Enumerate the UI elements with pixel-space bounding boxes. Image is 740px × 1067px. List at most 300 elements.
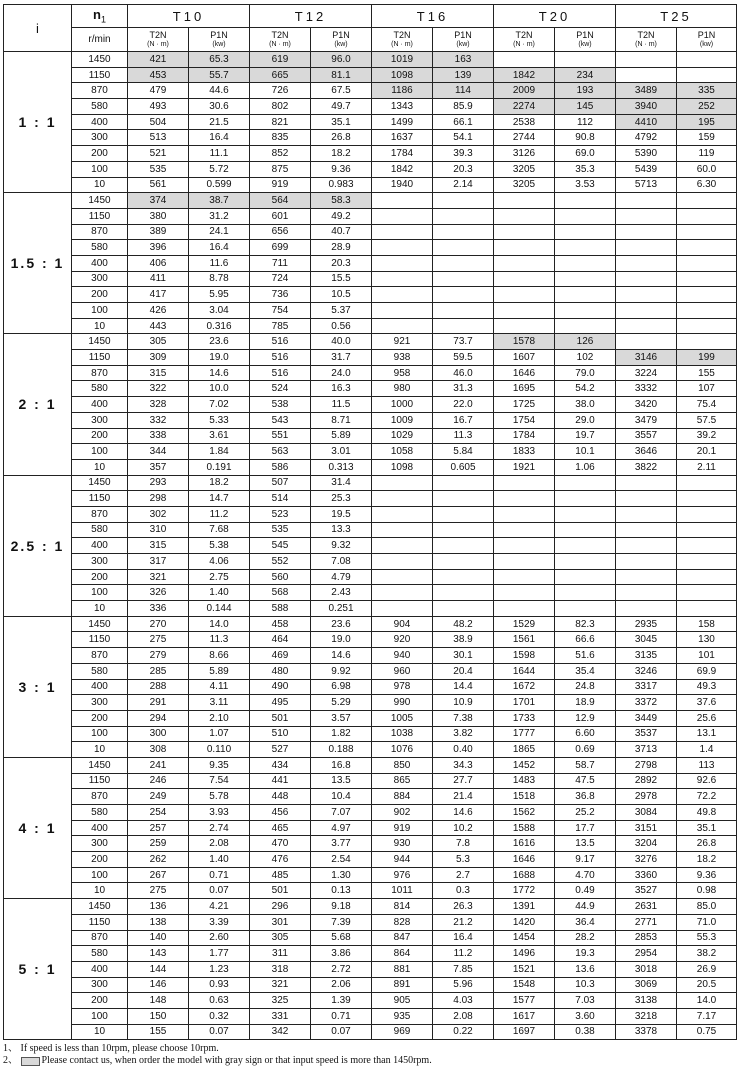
torque-cell: 1733 xyxy=(494,710,555,726)
power-cell: 10.0 xyxy=(189,381,250,397)
power-unit: (kw) xyxy=(456,40,470,48)
torque-cell xyxy=(616,538,677,554)
power-cell: 55.7 xyxy=(189,67,250,83)
power-cell: 82.3 xyxy=(555,616,616,632)
speed-cell: 870 xyxy=(72,83,128,99)
torque-cell: 501 xyxy=(250,883,311,899)
power-cell: 22.0 xyxy=(433,397,494,413)
table-row xyxy=(4,444,737,460)
speed-cell: 1150 xyxy=(72,208,128,224)
power-cell: 0.188 xyxy=(311,742,372,758)
torque-cell: 527 xyxy=(250,742,311,758)
torque-cell: 724 xyxy=(250,271,311,287)
power-cell: 96.0 xyxy=(311,52,372,68)
torque-header-t12 xyxy=(250,28,311,52)
torque-cell: 588 xyxy=(250,601,311,617)
power-cell: 67.5 xyxy=(311,83,372,99)
power-cell xyxy=(555,491,616,507)
power-cell xyxy=(677,601,737,617)
torque-cell: 155 xyxy=(128,1024,189,1040)
input-speed-header: $n_1$ xyxy=(72,5,128,28)
speed-cell: 870 xyxy=(72,365,128,381)
torque-cell: 1499 xyxy=(372,114,433,130)
power-unit: (kw) xyxy=(578,40,592,48)
power-cell: 7.02 xyxy=(189,397,250,413)
torque-cell: 938 xyxy=(372,350,433,366)
torque-cell xyxy=(372,522,433,538)
power-cell xyxy=(677,585,737,601)
table-row xyxy=(4,506,737,522)
power-cell: 19.5 xyxy=(311,506,372,522)
power-cell xyxy=(555,240,616,256)
torque-cell: 1000 xyxy=(372,397,433,413)
table-row xyxy=(4,428,737,444)
power-cell: 8.66 xyxy=(189,648,250,664)
speed-cell: 1150 xyxy=(72,350,128,366)
gray-swatch-icon xyxy=(21,1057,40,1066)
power-cell: 0.75 xyxy=(677,1024,737,1040)
power-cell: 30.1 xyxy=(433,648,494,664)
torque-unit: (N · m) xyxy=(391,40,413,48)
torque-cell: 318 xyxy=(250,961,311,977)
ratio-label: 4 : 1 xyxy=(4,757,72,898)
table-row xyxy=(4,1024,737,1040)
model-header-t20: T20 xyxy=(494,5,616,28)
power-cell: 29.0 xyxy=(555,412,616,428)
power-cell: 25.3 xyxy=(311,491,372,507)
torque-cell xyxy=(372,240,433,256)
power-cell: 0.316 xyxy=(189,318,250,334)
torque-cell xyxy=(616,240,677,256)
torque-cell: 2978 xyxy=(616,789,677,805)
torque-cell xyxy=(372,318,433,334)
power-cell: 0.71 xyxy=(311,1008,372,1024)
torque-cell xyxy=(494,569,555,585)
torque-cell: 1784 xyxy=(372,146,433,162)
power-cell: 20.5 xyxy=(677,977,737,993)
table-row xyxy=(4,632,737,648)
torque-cell: 665 xyxy=(250,67,311,83)
torque-label: T2N xyxy=(149,29,167,40)
table-row xyxy=(4,240,737,256)
torque-cell xyxy=(616,491,677,507)
power-label: P1N xyxy=(576,29,594,40)
torque-cell: 1688 xyxy=(494,867,555,883)
torque-label: T2N xyxy=(393,29,411,40)
table-row xyxy=(4,679,737,695)
power-cell xyxy=(677,193,737,209)
power-cell: 18.2 xyxy=(189,475,250,491)
power-cell: 20.1 xyxy=(677,444,737,460)
torque-cell: 864 xyxy=(372,946,433,962)
torque-cell xyxy=(616,569,677,585)
speed-cell: 300 xyxy=(72,130,128,146)
power-cell xyxy=(555,255,616,271)
torque-cell: 1011 xyxy=(372,883,433,899)
torque-cell: 476 xyxy=(250,852,311,868)
speed-cell: 200 xyxy=(72,287,128,303)
power-label: P1N xyxy=(454,29,472,40)
ratio-column-header: i xyxy=(4,5,72,52)
power-cell: 7.07 xyxy=(311,805,372,821)
table-row xyxy=(4,208,737,224)
torque-cell: 288 xyxy=(128,679,189,695)
power-cell xyxy=(433,554,494,570)
power-cell: 126 xyxy=(555,334,616,350)
torque-cell: 2771 xyxy=(616,914,677,930)
table-row xyxy=(4,726,737,742)
speed-cell: 1150 xyxy=(72,491,128,507)
torque-cell xyxy=(616,585,677,601)
torque-cell: 828 xyxy=(372,914,433,930)
torque-cell: 976 xyxy=(372,867,433,883)
table-row xyxy=(4,554,737,570)
power-cell: 1.77 xyxy=(189,946,250,962)
torque-cell: 1617 xyxy=(494,1008,555,1024)
power-cell xyxy=(433,193,494,209)
power-cell: 16.4 xyxy=(189,130,250,146)
power-cell: 58.3 xyxy=(311,193,372,209)
torque-cell: 434 xyxy=(250,757,311,773)
power-cell: 13.3 xyxy=(311,522,372,538)
power-cell xyxy=(677,208,737,224)
table-row xyxy=(4,287,737,303)
speed-cell: 10 xyxy=(72,742,128,758)
power-cell: 112 xyxy=(555,114,616,130)
power-cell: 5.78 xyxy=(189,789,250,805)
power-cell: 4.70 xyxy=(555,867,616,883)
power-cell: 44.6 xyxy=(189,83,250,99)
power-cell: 4.79 xyxy=(311,569,372,585)
torque-cell: 1483 xyxy=(494,773,555,789)
power-cell xyxy=(677,522,737,538)
torque-cell xyxy=(494,224,555,240)
power-cell: 0.32 xyxy=(189,1008,250,1024)
torque-cell xyxy=(372,255,433,271)
torque-cell: 5713 xyxy=(616,177,677,193)
footnote-2-number: 2、 xyxy=(3,1055,21,1067)
torque-cell xyxy=(616,318,677,334)
power-cell: 40.7 xyxy=(311,224,372,240)
power-cell: 25.6 xyxy=(677,710,737,726)
torque-cell: 1038 xyxy=(372,726,433,742)
power-cell: 0.49 xyxy=(555,883,616,899)
power-cell: 0.71 xyxy=(189,867,250,883)
torque-cell: 847 xyxy=(372,930,433,946)
power-cell: 19.7 xyxy=(555,428,616,444)
power-cell: 4.97 xyxy=(311,820,372,836)
torque-cell xyxy=(494,554,555,570)
power-cell: 9.17 xyxy=(555,852,616,868)
power-cell: 114 xyxy=(433,83,494,99)
footnote-1: 1、 If speed is less than 10rpm, please choose 10rpm. xyxy=(3,1043,219,1055)
torque-cell: 138 xyxy=(128,914,189,930)
speed-cell: 1450 xyxy=(72,334,128,350)
power-cell: 1.40 xyxy=(189,585,250,601)
power-cell: 36.4 xyxy=(555,914,616,930)
torque-cell: 1452 xyxy=(494,757,555,773)
table-row xyxy=(4,961,737,977)
torque-cell: 1725 xyxy=(494,397,555,413)
torque-cell: 298 xyxy=(128,491,189,507)
torque-cell: 1697 xyxy=(494,1024,555,1040)
power-cell xyxy=(555,538,616,554)
power-cell: 252 xyxy=(677,99,737,115)
torque-cell: 3218 xyxy=(616,1008,677,1024)
torque-cell: 3420 xyxy=(616,397,677,413)
torque-cell: 338 xyxy=(128,428,189,444)
torque-cell: 254 xyxy=(128,805,189,821)
table-row xyxy=(4,789,737,805)
torque-cell: 4792 xyxy=(616,130,677,146)
torque-cell: 920 xyxy=(372,632,433,648)
power-cell: 6.98 xyxy=(311,679,372,695)
table-row xyxy=(4,977,737,993)
power-cell xyxy=(677,271,737,287)
power-cell: 0.98 xyxy=(677,883,737,899)
torque-cell: 935 xyxy=(372,1008,433,1024)
power-cell: 0.605 xyxy=(433,459,494,475)
torque-cell: 296 xyxy=(250,899,311,915)
torque-cell xyxy=(616,303,677,319)
model-header-t10: T10 xyxy=(128,5,250,28)
torque-cell: 561 xyxy=(128,177,189,193)
torque-cell: 2935 xyxy=(616,616,677,632)
torque-cell: 875 xyxy=(250,161,311,177)
torque-cell xyxy=(616,522,677,538)
speed-cell: 1450 xyxy=(72,899,128,915)
torque-cell: 396 xyxy=(128,240,189,256)
power-header-t10 xyxy=(189,28,250,52)
torque-cell: 331 xyxy=(250,1008,311,1024)
torque-cell: 1777 xyxy=(494,726,555,742)
torque-cell: 501 xyxy=(250,710,311,726)
torque-cell: 2798 xyxy=(616,757,677,773)
power-cell: 71.0 xyxy=(677,914,737,930)
torque-cell: 411 xyxy=(128,271,189,287)
power-cell: 0.144 xyxy=(189,601,250,617)
torque-cell: 850 xyxy=(372,757,433,773)
power-cell: 5.95 xyxy=(189,287,250,303)
torque-cell xyxy=(616,224,677,240)
torque-cell: 480 xyxy=(250,663,311,679)
torque-cell: 543 xyxy=(250,412,311,428)
power-cell: 2.11 xyxy=(677,459,737,475)
power-cell: 3.04 xyxy=(189,303,250,319)
speed-cell: 400 xyxy=(72,538,128,554)
speed-cell: 300 xyxy=(72,977,128,993)
speed-cell: 870 xyxy=(72,930,128,946)
power-cell: 0.13 xyxy=(311,883,372,899)
power-cell: 5.29 xyxy=(311,695,372,711)
speed-cell: 400 xyxy=(72,961,128,977)
power-cell: 0.599 xyxy=(189,177,250,193)
torque-cell xyxy=(372,538,433,554)
power-cell: 46.0 xyxy=(433,365,494,381)
power-cell xyxy=(555,569,616,585)
table-row xyxy=(4,946,737,962)
torque-cell: 601 xyxy=(250,208,311,224)
power-cell: 34.3 xyxy=(433,757,494,773)
power-cell: 9.18 xyxy=(311,899,372,915)
table-row xyxy=(4,522,737,538)
torque-cell: 315 xyxy=(128,538,189,554)
rating-table xyxy=(3,4,737,1040)
torque-cell: 1098 xyxy=(372,67,433,83)
torque-cell: 3146 xyxy=(616,350,677,366)
torque-cell: 342 xyxy=(250,1024,311,1040)
power-cell: 145 xyxy=(555,99,616,115)
power-cell: 14.7 xyxy=(189,491,250,507)
torque-cell: 136 xyxy=(128,899,189,915)
torque-cell: 3276 xyxy=(616,852,677,868)
power-cell: 3.53 xyxy=(555,177,616,193)
speed-cell: 580 xyxy=(72,240,128,256)
torque-header-t25 xyxy=(616,28,677,52)
torque-cell: 1842 xyxy=(494,67,555,83)
torque-cell: 301 xyxy=(250,914,311,930)
torque-cell: 881 xyxy=(372,961,433,977)
power-cell: 28.9 xyxy=(311,240,372,256)
torque-cell: 736 xyxy=(250,287,311,303)
power-cell: 65.3 xyxy=(189,52,250,68)
torque-cell: 545 xyxy=(250,538,311,554)
torque-cell xyxy=(372,601,433,617)
torque-cell: 3069 xyxy=(616,977,677,993)
torque-cell xyxy=(616,334,677,350)
power-cell xyxy=(555,554,616,570)
power-cell xyxy=(677,506,737,522)
power-cell: 2.60 xyxy=(189,930,250,946)
power-unit: (kw) xyxy=(699,40,714,48)
torque-cell: 305 xyxy=(128,334,189,350)
power-cell: 0.983 xyxy=(311,177,372,193)
table-row xyxy=(4,459,737,475)
torque-cell xyxy=(616,271,677,287)
power-cell: 7.68 xyxy=(189,522,250,538)
torque-label: T2N xyxy=(271,29,289,40)
power-cell: 31.4 xyxy=(311,475,372,491)
table-row xyxy=(4,899,737,915)
table-row xyxy=(4,318,737,334)
torque-cell: 2744 xyxy=(494,130,555,146)
power-cell: 47.5 xyxy=(555,773,616,789)
table-row xyxy=(4,255,737,271)
power-cell: 3.60 xyxy=(555,1008,616,1024)
speed-cell: 580 xyxy=(72,99,128,115)
power-cell: 5.3 xyxy=(433,852,494,868)
power-cell: 69.9 xyxy=(677,663,737,679)
torque-cell: 535 xyxy=(250,522,311,538)
table-row xyxy=(4,365,737,381)
table-row xyxy=(4,99,737,115)
torque-cell: 1058 xyxy=(372,444,433,460)
power-cell: 5.33 xyxy=(189,412,250,428)
torque-cell: 1940 xyxy=(372,177,433,193)
torque-cell: 1833 xyxy=(494,444,555,460)
table-row xyxy=(4,381,737,397)
power-cell: 17.7 xyxy=(555,820,616,836)
power-cell: 15.5 xyxy=(311,271,372,287)
torque-cell: 2892 xyxy=(616,773,677,789)
table-row xyxy=(4,412,737,428)
power-cell xyxy=(555,318,616,334)
torque-cell: 2853 xyxy=(616,930,677,946)
speed-cell: 400 xyxy=(72,255,128,271)
power-cell: 19.3 xyxy=(555,946,616,962)
table-row xyxy=(4,130,737,146)
table-row xyxy=(4,193,737,209)
torque-header-t16 xyxy=(372,28,433,52)
power-cell: 10.1 xyxy=(555,444,616,460)
torque-cell: 2954 xyxy=(616,946,677,962)
speed-cell: 100 xyxy=(72,867,128,883)
power-cell: 199 xyxy=(677,350,737,366)
speed-cell: 1450 xyxy=(72,475,128,491)
footnotes xyxy=(3,1043,736,1067)
power-cell: 2.14 xyxy=(433,177,494,193)
table-row xyxy=(4,350,737,366)
torque-cell: 3317 xyxy=(616,679,677,695)
power-cell: 20.3 xyxy=(311,255,372,271)
torque-cell: 267 xyxy=(128,867,189,883)
torque-cell: 150 xyxy=(128,1008,189,1024)
torque-cell: 1921 xyxy=(494,459,555,475)
power-cell: 92.6 xyxy=(677,773,737,789)
table-body xyxy=(4,52,737,1040)
power-cell: 158 xyxy=(677,616,737,632)
torque-cell: 852 xyxy=(250,146,311,162)
torque-cell: 300 xyxy=(128,726,189,742)
power-cell: 2.10 xyxy=(189,710,250,726)
torque-cell: 495 xyxy=(250,695,311,711)
power-cell: 21.5 xyxy=(189,114,250,130)
torque-cell xyxy=(494,491,555,507)
torque-cell: 140 xyxy=(128,930,189,946)
torque-cell: 1529 xyxy=(494,616,555,632)
power-cell: 54.1 xyxy=(433,130,494,146)
power-cell: 163 xyxy=(433,52,494,68)
torque-cell: 458 xyxy=(250,616,311,632)
power-cell xyxy=(677,67,737,83)
power-cell xyxy=(677,318,737,334)
torque-cell: 3151 xyxy=(616,820,677,836)
torque-cell: 1616 xyxy=(494,836,555,852)
torque-cell xyxy=(372,475,433,491)
table-row xyxy=(4,648,737,664)
power-cell: 90.8 xyxy=(555,130,616,146)
power-cell: 26.9 xyxy=(677,961,737,977)
torque-cell: 309 xyxy=(128,350,189,366)
power-cell: 3.61 xyxy=(189,428,250,444)
speed-cell: 1150 xyxy=(72,632,128,648)
power-cell: 8.78 xyxy=(189,271,250,287)
power-cell: 39.3 xyxy=(433,146,494,162)
torque-cell xyxy=(494,240,555,256)
torque-cell: 3205 xyxy=(494,161,555,177)
power-cell: 35.4 xyxy=(555,663,616,679)
power-cell: 0.69 xyxy=(555,742,616,758)
torque-cell: 3479 xyxy=(616,412,677,428)
power-cell xyxy=(433,475,494,491)
torque-cell xyxy=(372,554,433,570)
power-cell xyxy=(555,585,616,601)
speed-cell: 400 xyxy=(72,114,128,130)
torque-cell: 940 xyxy=(372,648,433,664)
table-row xyxy=(4,1008,737,1024)
speed-cell: 300 xyxy=(72,271,128,287)
power-unit: (kw) xyxy=(212,40,226,48)
